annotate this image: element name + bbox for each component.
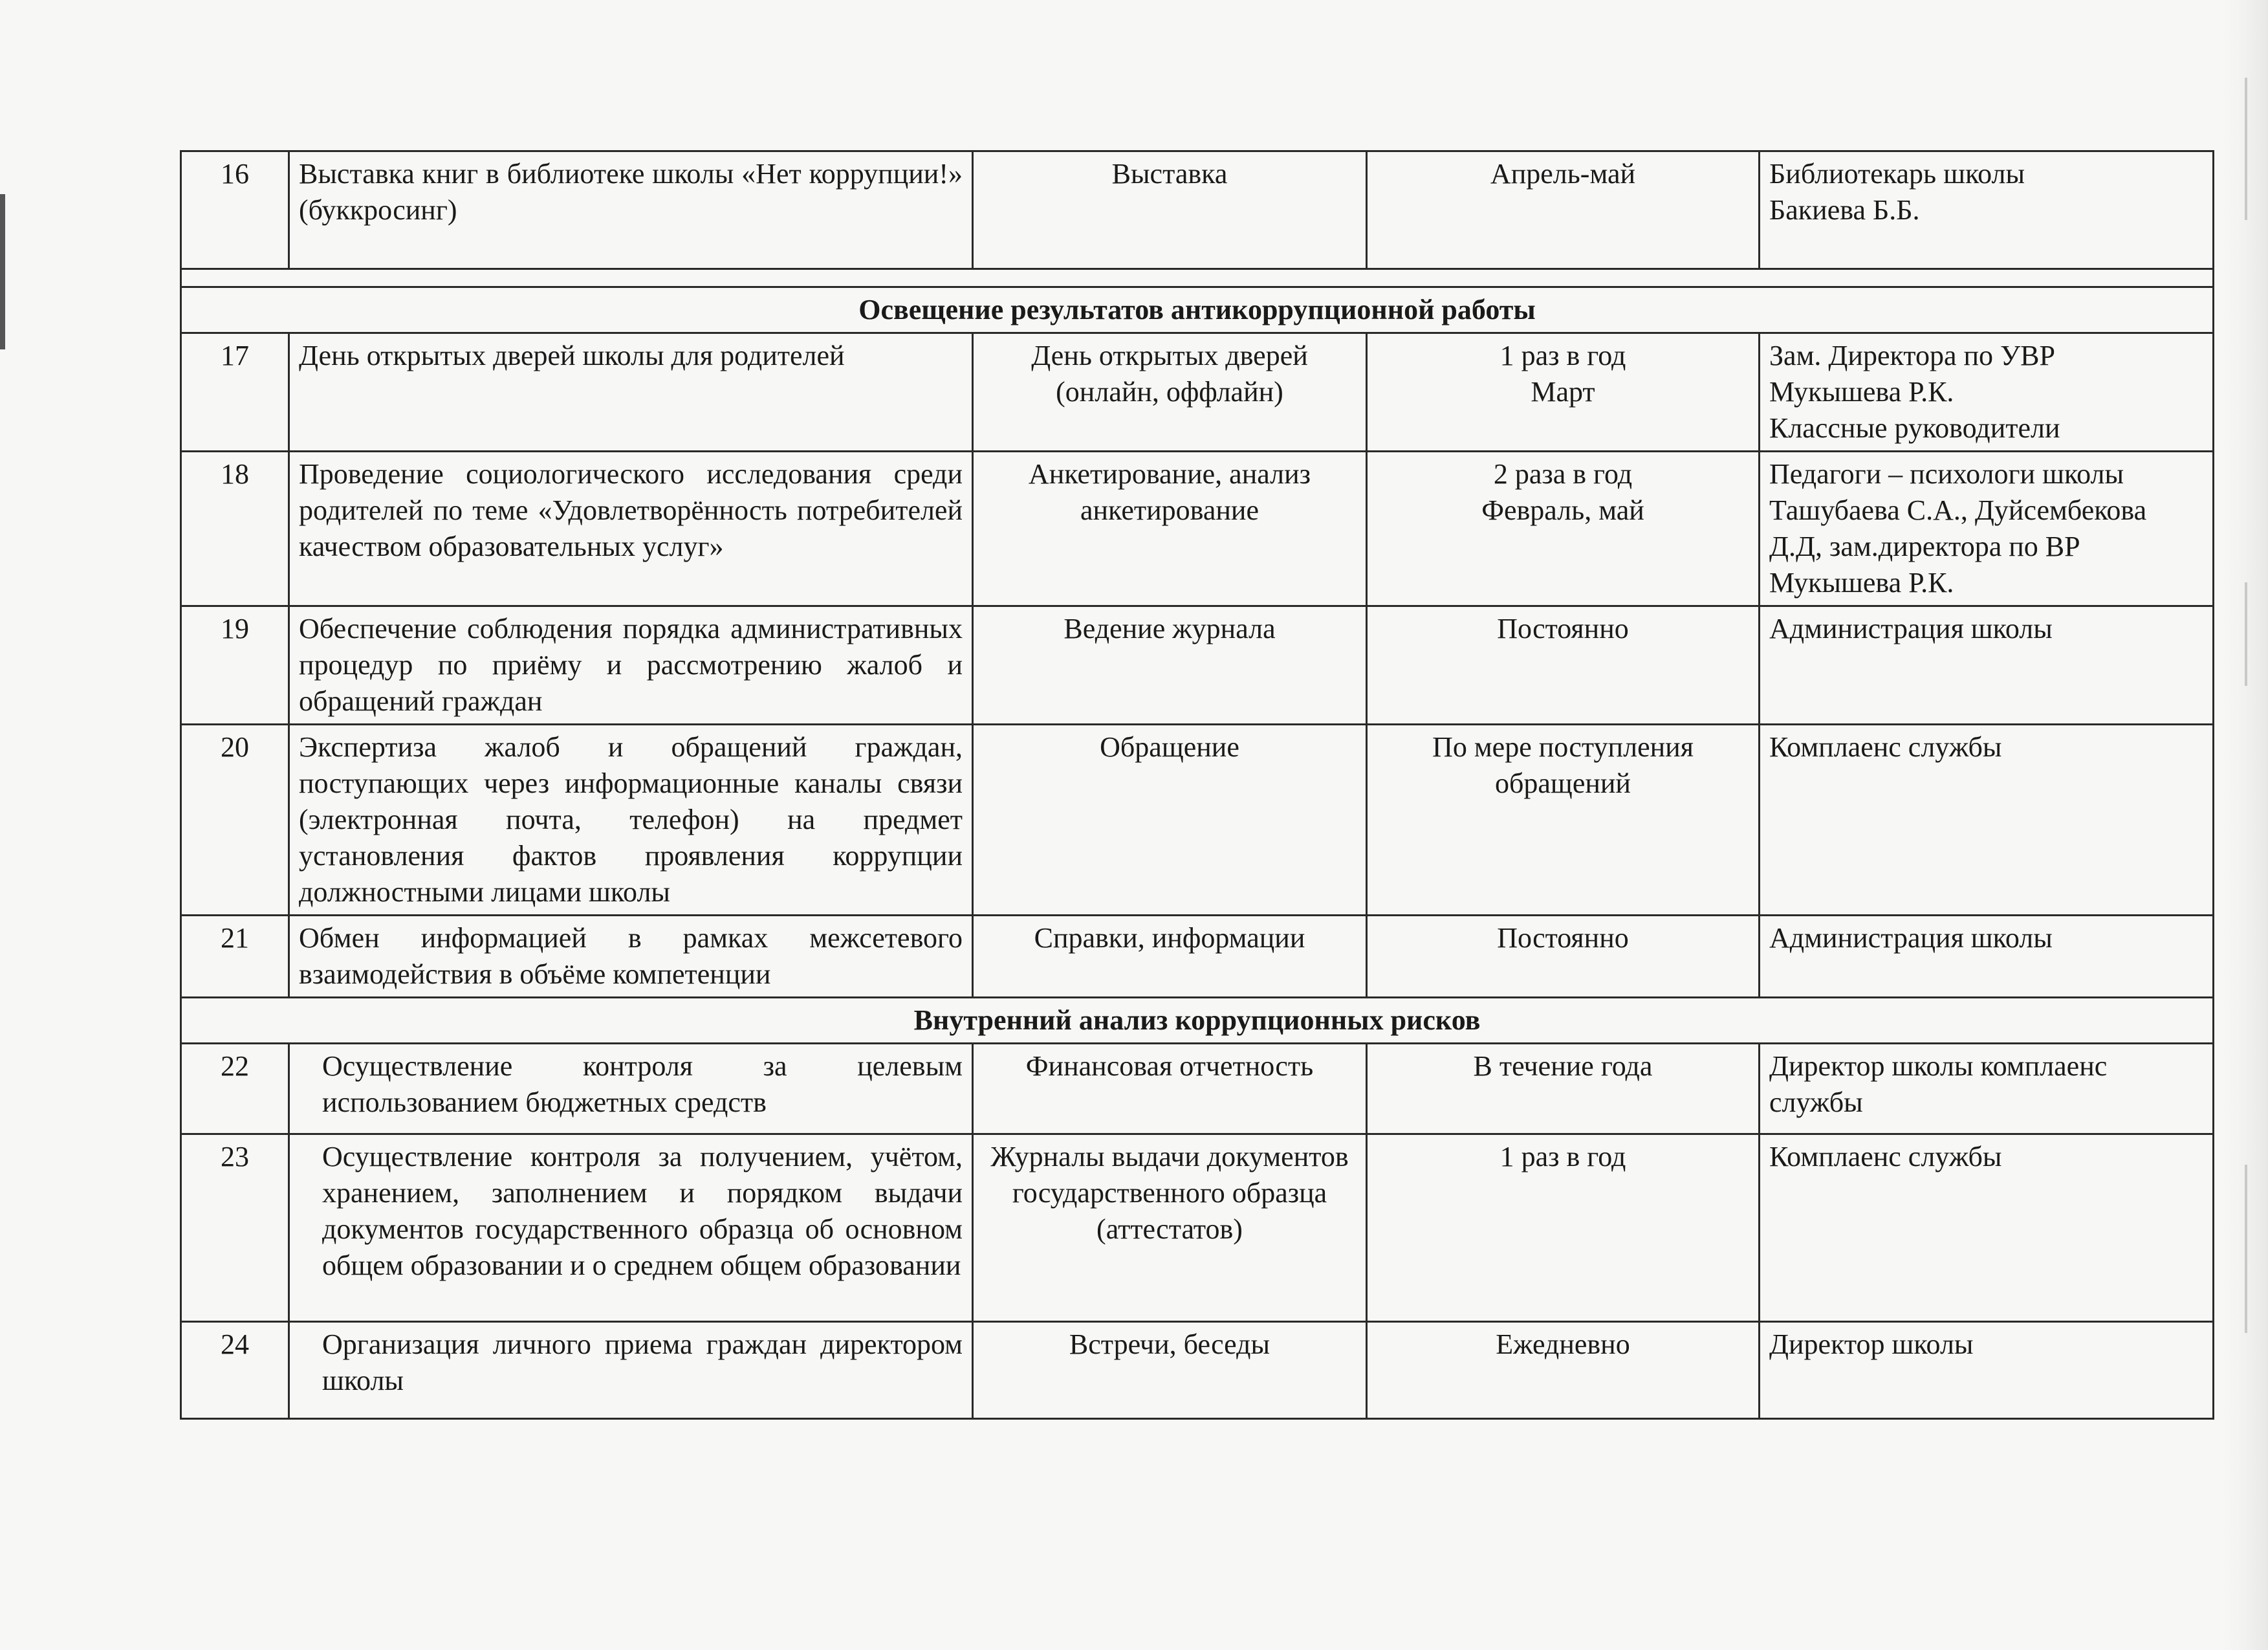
table-row [181, 725, 2214, 916]
table-row [181, 452, 2214, 606]
term-cell: Апрель-май [1367, 151, 1760, 269]
activity-cell: Осуществление контроля за целевым использованием бюджетных средств [289, 1044, 973, 1134]
term-cell [1367, 725, 1760, 916]
responsible-cell [1760, 452, 2214, 606]
term-cell: 1 раз в год [1367, 1134, 1760, 1322]
form-cell: Анкетирование, анализ анкетирование [973, 452, 1367, 606]
form-cell: День открытых дверей (онлайн, оффлайн) [973, 333, 1367, 452]
term-cell [1367, 333, 1760, 452]
responsible-line: Администрация школы [1769, 922, 2053, 954]
responsible-cell [1760, 606, 2214, 725]
activity-cell: Выставка книг в библиотеке школы «Нет коррупции!» (буккросинг) [289, 151, 973, 269]
responsible-line: Педагоги – психологи школы [1769, 458, 2124, 490]
scan-page-edge [2223, 0, 2268, 1650]
activity-plan-table [180, 150, 2214, 1420]
term-line: По мере поступления [1432, 731, 1694, 763]
responsible-line: Мукышева Р.К. [1769, 376, 1954, 408]
form-cell: Встречи, беседы [973, 1322, 1367, 1419]
row-number: 16 [181, 151, 289, 269]
row-number: 17 [181, 333, 289, 452]
responsible-cell [1760, 151, 2214, 269]
responsible-line: Комплаенс службы [1769, 1141, 2002, 1172]
scan-edge-mark [2245, 78, 2247, 220]
scan-edge-mark [2245, 1165, 2247, 1333]
section-header-row [181, 287, 2214, 333]
responsible-line: Библиотекарь школы [1769, 158, 2025, 190]
form-cell: Журналы выдачи документов государственного образца (аттестатов) [973, 1134, 1367, 1322]
term-cell [1367, 452, 1760, 606]
table-row [181, 1134, 2214, 1322]
term-line: Март [1531, 376, 1595, 408]
responsible-line: Администрация школы [1769, 613, 2053, 644]
responsible-line: Директор школы комплаенс службы [1769, 1050, 2108, 1118]
responsible-cell [1760, 725, 2214, 916]
responsible-cell [1760, 916, 2214, 998]
form-cell: Финансовая отчетность [973, 1044, 1367, 1134]
table-row [181, 606, 2214, 725]
activity-cell: Экспертиза жалоб и обращений граждан, поступающих через информационные каналы связи (электронная почта, телефон) на предмет установления фактов проявления коррупции должностными лицами школы [289, 725, 973, 916]
activity-cell: Обмен информацией в рамках межсетевого взаимодействия в объёме компетенции [289, 916, 973, 998]
responsible-cell [1760, 333, 2214, 452]
responsible-cell [1760, 1134, 2214, 1322]
section-title: Освещение результатов антикоррупционной работы [181, 287, 2214, 333]
responsible-cell [1760, 1322, 2214, 1419]
activity-cell: Организация личного приема граждан директором школы [289, 1322, 973, 1419]
table-row [181, 1044, 2214, 1134]
row-number: 21 [181, 916, 289, 998]
responsible-line: Ташубаева С.А., Дуйсембекова Д.Д, зам.директора по ВР Мукышева Р.К. [1769, 494, 2147, 599]
table-row [181, 151, 2214, 269]
term-line: 2 раза в год [1493, 458, 1633, 490]
responsible-line: Комплаенс службы [1769, 731, 2002, 763]
table-row [181, 1322, 2214, 1419]
activity-cell: Осуществление контроля за получением, учётом, хранением, заполнением и порядком выдачи документов государственного образца об основном общем образовании и о среднем общем образовании [289, 1134, 973, 1322]
term-line: 1 раз в год [1499, 340, 1626, 371]
row-number: 19 [181, 606, 289, 725]
form-cell: Обращение [973, 725, 1367, 916]
activity-cell: День открытых дверей школы для родителей [289, 333, 973, 452]
term-line: обращений [1495, 767, 1631, 799]
responsible-cell [1760, 1044, 2214, 1134]
section-title: Внутренний анализ коррупционных рисков [181, 998, 2214, 1044]
section-header-row [181, 998, 2214, 1044]
activity-cell: Проведение социологического исследования среди родителей по теме «Удовлетворённость потребителей качеством образовательных услуг» [289, 452, 973, 606]
table-row [181, 916, 2214, 998]
table-row [181, 333, 2214, 452]
term-cell: В течение года [1367, 1044, 1760, 1134]
row-number: 22 [181, 1044, 289, 1134]
row-number: 23 [181, 1134, 289, 1322]
responsible-line: Классные руководители [1769, 412, 2060, 444]
term-cell: Ежедневно [1367, 1322, 1760, 1419]
form-cell: Ведение журнала [973, 606, 1367, 725]
responsible-line: Директор школы [1769, 1328, 1974, 1360]
form-cell: Справки, информации [973, 916, 1367, 998]
term-cell: Постоянно [1367, 916, 1760, 998]
activity-cell: Обеспечение соблюдения порядка административных процедур по приёму и рассмотрению жалоб и обращений граждан [289, 606, 973, 725]
scan-edge-mark [2245, 582, 2247, 686]
document-page [180, 150, 2212, 1396]
responsible-line: Зам. Директора по УВР [1769, 340, 2055, 371]
row-number: 18 [181, 452, 289, 606]
table-row-spacer [181, 269, 2214, 287]
row-number: 24 [181, 1322, 289, 1419]
responsible-line: Бакиева Б.Б. [1769, 194, 1920, 226]
form-cell: Выставка [973, 151, 1367, 269]
scan-shadow [0, 194, 5, 349]
row-number: 20 [181, 725, 289, 916]
term-cell: Постоянно [1367, 606, 1760, 725]
term-line: Февраль, май [1481, 494, 1644, 526]
spacer-cell [181, 269, 2214, 287]
